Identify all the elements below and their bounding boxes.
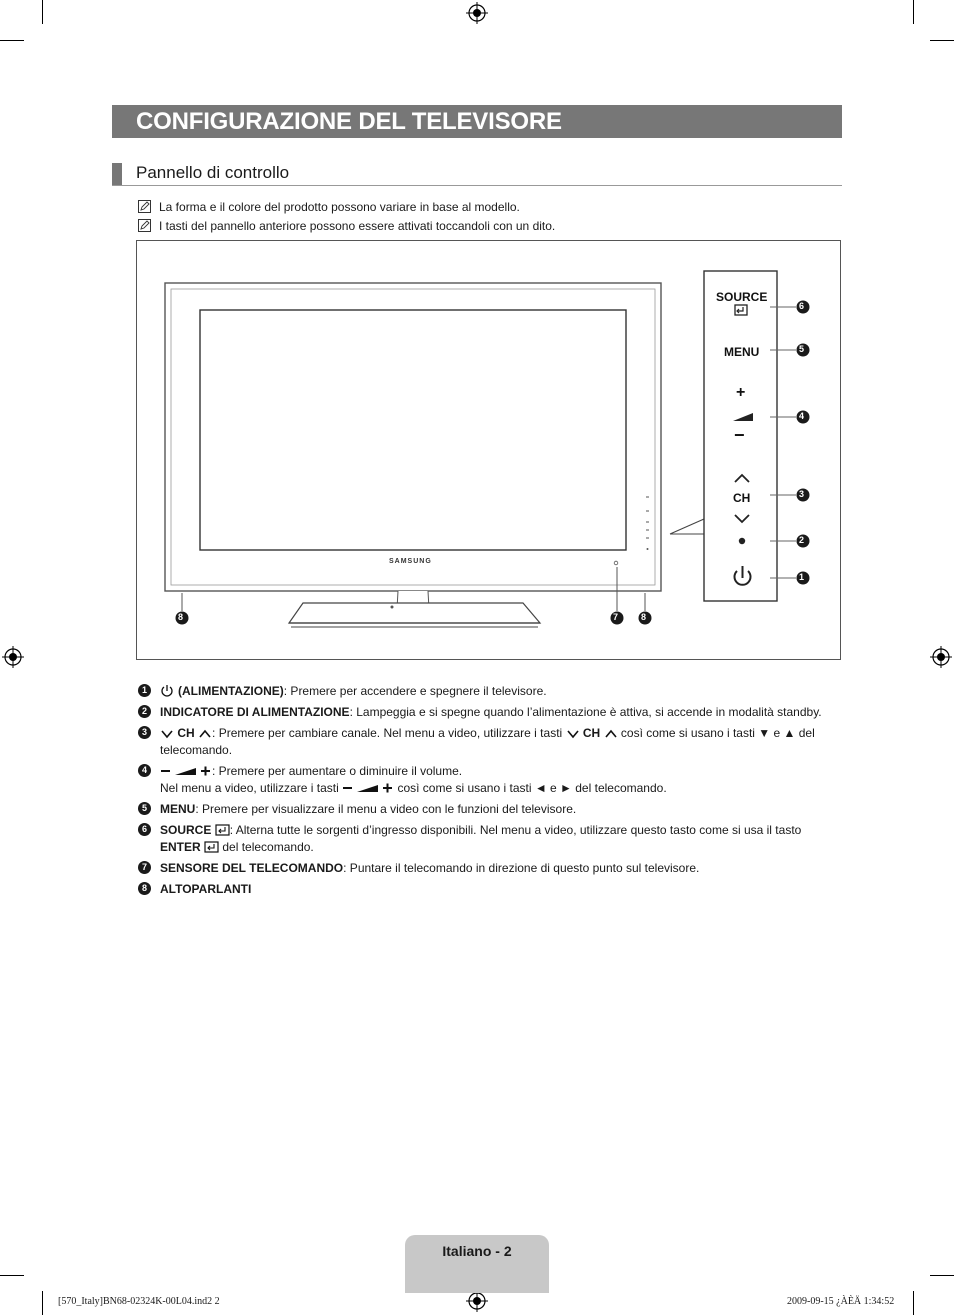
section-title: Pannello di controllo (136, 163, 290, 182)
panel-menu-label: MENU (724, 345, 760, 359)
tv-illustration (137, 241, 842, 661)
panel-source-label: SOURCE (716, 290, 768, 304)
crop-mark (913, 1291, 914, 1315)
legend-desc: : Premere per cambiare canale. Nel menu a video, utilizzare i tasti (212, 726, 563, 740)
crop-mark (0, 1275, 24, 1276)
note-icon (138, 200, 151, 213)
crop-mark (42, 1291, 43, 1315)
legend-item-channel (138, 725, 843, 759)
note-item (138, 219, 555, 233)
legend-item-power-indicator (138, 704, 843, 721)
page-number-tab (405, 1235, 549, 1293)
chevron-up-icon (604, 729, 618, 739)
page-number: Italiano - 2 (442, 1243, 512, 1259)
registration-mark-icon (466, 2, 488, 24)
section-marker (112, 163, 122, 185)
callout-7: 7 (613, 612, 619, 622)
callout-2: 2 (799, 535, 805, 545)
legend-desc: : Premere per accendere e spegnere il televisore. (283, 684, 547, 698)
note-text: I tasti del pannello anteriore possono essere attivati toccandoli con un dito. (159, 219, 556, 233)
legend-desc: così come si usano i tasti ◄ e ► del telecomando. (397, 781, 667, 795)
callout-6: 6 (799, 301, 805, 311)
legend-desc: : Puntare il telecomando in direzione di questo punto sul televisore. (343, 861, 700, 875)
legend-term: INDICATORE DI ALIMENTAZIONE (160, 705, 350, 719)
page-title: CONFIGURAZIONE DEL TELEVISORE (136, 108, 562, 135)
callout-8-right: 8 (641, 612, 647, 622)
legend-number: 5 (138, 802, 151, 815)
legend-number: 8 (138, 882, 151, 895)
legend-number: 1 (138, 684, 151, 697)
legend-term: ENTER (160, 840, 201, 854)
note-item (138, 200, 520, 214)
legend-term: (ALIMENTAZIONE) (178, 684, 284, 698)
volume-controls-icon (160, 765, 212, 777)
legend-desc: : Alterna tutte le sorgenti d’ingresso disponibili. Nel menu a video, utilizzare questo tasto come si usa il tasto (229, 823, 802, 837)
tv-brand-logo: SAMSUNG (389, 558, 432, 565)
legend-desc: : Premere per aumentare o diminuire il volume. (212, 764, 463, 778)
legend-item-volume (138, 763, 843, 797)
legend-item-remote-sensor (138, 860, 843, 877)
legend-desc: del telecomando. (222, 840, 314, 854)
legend-number: 7 (138, 861, 151, 874)
legend-item-speakers (138, 881, 843, 898)
legend-number: 3 (138, 726, 151, 739)
legend-term: SENSORE DEL TELECOMANDO (160, 861, 344, 875)
legend-item-menu (138, 801, 843, 818)
legend-term: CH (582, 726, 601, 740)
source-icon (215, 824, 230, 836)
legend-list (138, 683, 843, 902)
legend-term: SOURCE (160, 823, 212, 837)
control-panel-figure (136, 240, 841, 660)
legend-term: ALTOPARLANTI (160, 882, 252, 896)
crop-mark (42, 0, 43, 24)
crop-mark (930, 1275, 954, 1276)
panel-minus-icon: − (734, 425, 745, 445)
note-text: La forma e il colore del prodotto possono variare in base al modello. (159, 200, 520, 214)
enter-icon (204, 841, 219, 853)
chevron-down-icon (160, 729, 174, 739)
legend-number: 2 (138, 705, 151, 718)
legend-item-power (138, 683, 843, 700)
power-icon (160, 684, 174, 697)
legend-desc: : Lampeggia e si spegne quando l’alimentazione è attiva, si accende in modalità standby. (349, 705, 822, 719)
legend-term: CH (177, 726, 195, 740)
crop-mark (0, 40, 24, 41)
volume-controls-icon (342, 782, 394, 794)
callout-4: 4 (799, 411, 805, 421)
page-title-bar (112, 105, 842, 138)
legend-desc: : Premere per visualizzare il menu a video con le funzioni del televisore. (195, 802, 577, 816)
legend-item-source (138, 822, 843, 856)
legend-desc: Nel menu a video, utilizzare i tasti (160, 781, 339, 795)
section-divider (112, 185, 842, 186)
chevron-up-icon (198, 729, 212, 739)
registration-mark-icon (930, 646, 952, 668)
panel-ch-label: CH (733, 491, 751, 505)
print-slug-left: [570_Italy]BN68-02324K-00L04.ind2 2 (58, 1296, 220, 1307)
legend-term: MENU (160, 802, 196, 816)
crop-mark (930, 40, 954, 41)
callout-8-left: 8 (178, 612, 184, 622)
legend-number: 4 (138, 764, 151, 777)
print-slug-right: 2009-09-15 ¿ÀÈÄ 1:34:52 (787, 1296, 895, 1307)
callout-5: 5 (799, 344, 805, 354)
callout-3: 3 (799, 489, 805, 499)
chevron-down-icon (566, 729, 580, 739)
crop-mark (913, 0, 914, 24)
legend-desc: così come si usano i tasti ▼ e ▲ del telecomando. (160, 726, 815, 757)
registration-mark-icon (2, 646, 24, 668)
note-icon (138, 219, 151, 232)
legend-number: 6 (138, 823, 151, 836)
panel-plus-icon: + (736, 384, 746, 401)
registration-mark-icon (466, 1290, 488, 1312)
callout-1: 1 (799, 572, 805, 582)
